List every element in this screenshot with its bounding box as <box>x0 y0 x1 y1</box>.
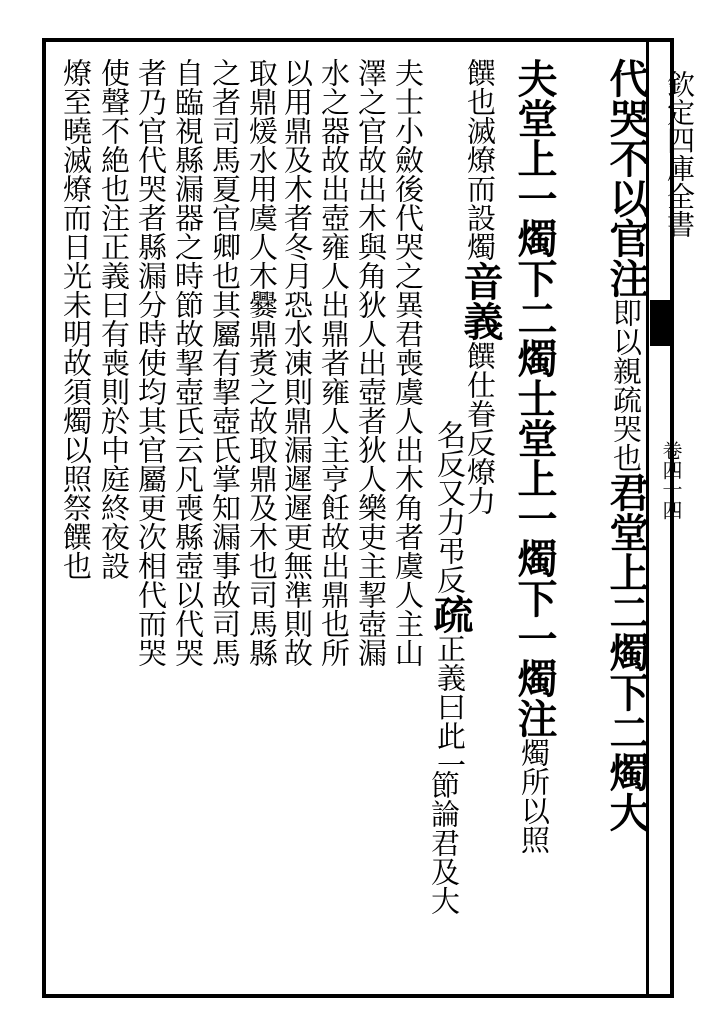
fish-tail-mark <box>650 300 674 346</box>
main-text-segment: 疏 <box>427 594 474 634</box>
text-column <box>60 58 92 580</box>
text-column <box>209 58 241 667</box>
text-column <box>281 58 313 667</box>
commentary-text-segment: 使聲不絶也注正義曰有喪則於中庭終夜設 <box>97 58 131 580</box>
commentary-text-segment: 澤之官故出木與角狄人出壺者狄人樂吏主挈壺漏 <box>354 58 388 667</box>
text-column <box>392 58 424 667</box>
main-text-segment: 夫堂上一燭下二燭士堂上一燭下一燭 <box>511 58 558 698</box>
main-text-segment: 音義 <box>457 261 504 341</box>
commentary-text-segment: 燭所以照 <box>517 738 551 854</box>
commentary-text-segment: 燎至曉滅燎而日光未明故須燭以照祭饌也 <box>59 58 93 580</box>
commentary-text-segment: 夫士小斂後代哭之異君喪虞人出木角者虞人主山 <box>391 58 425 667</box>
main-text-segment: 君堂上二燭下二燭大 <box>603 472 650 832</box>
commentary-text-segment: 之者司馬夏官卿也其屬有挈壺氏掌知漏事故司馬 <box>208 58 242 667</box>
text-column <box>318 58 350 667</box>
text-column <box>246 58 278 667</box>
commentary-text-segment: 即以親疏哭也 <box>609 298 643 472</box>
text-column <box>135 58 167 667</box>
margin-book-title: 欽定四庫全書 <box>663 70 696 238</box>
commentary-text-segment: 饌也滅燎而設燭 <box>463 58 497 261</box>
commentary-text-segment: 自臨視縣漏器之時節故挈壺氏云凡喪縣壺以代哭 <box>171 58 205 667</box>
commentary-text-segment: 以用鼎及木者冬月恐水凍則鼎漏遲遲更無準則故 <box>280 58 314 667</box>
main-text-segment: 代哭不以官 <box>603 58 650 258</box>
text-column <box>355 58 387 667</box>
text-column <box>98 58 130 580</box>
main-text-segment: 注 <box>511 698 558 738</box>
text-column <box>512 58 556 854</box>
main-text-segment: 注 <box>603 258 650 298</box>
margin-volume-label: 卷四十四 <box>659 440 683 520</box>
commentary-text-segment: 節論君及大 <box>427 770 461 915</box>
commentary-text-segment: 饌仕眷反燎力 <box>463 341 497 515</box>
text-column <box>172 58 204 667</box>
commentary-text-segment: 水之器故出壺雍人出鼎者雍人主亨飪故出鼎也所 <box>317 58 351 667</box>
commentary-text-segment: 者乃官代哭者縣漏分時使均其官屬更次相代而哭 <box>134 58 168 667</box>
commentary-text-segment: 正義曰此一 <box>433 634 467 779</box>
commentary-text-segment: 取鼎煖水用虞人木爨鼎煑之故取鼎及木也司馬縣 <box>245 58 279 667</box>
text-column <box>428 770 460 915</box>
commentary-text-segment: 名反又力弔反 <box>433 420 467 594</box>
text-column <box>428 420 472 779</box>
text-column <box>604 58 648 832</box>
